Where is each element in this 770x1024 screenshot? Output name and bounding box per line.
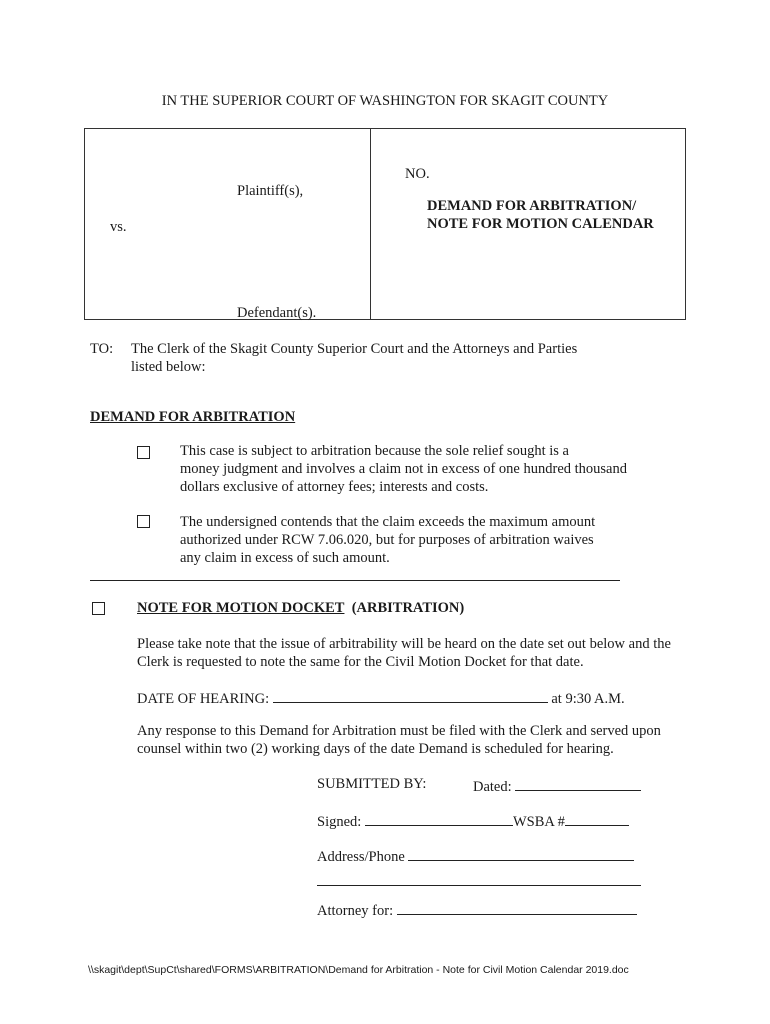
option1-line1: This case is subject to arbitration because the sole relief sought is a	[180, 443, 569, 459]
signed-label: Signed:	[317, 814, 362, 830]
document-title-line1: DEMAND FOR ARBITRATION/	[427, 198, 637, 214]
to-line1: The Clerk of the Skagit County Superior Court and the Attorneys and Parties	[131, 341, 578, 357]
note-para2-line2: counsel within two (2) working days of the date Demand is scheduled for hearing.	[137, 741, 614, 757]
hearing-date-field[interactable]	[273, 688, 548, 703]
dated-label: Dated:	[473, 779, 512, 795]
section-divider	[90, 580, 620, 581]
claim-exceeds-checkbox[interactable]	[137, 515, 150, 528]
note-for-motion-checkbox[interactable]	[92, 602, 105, 615]
note-para1-line2: Clerk is requested to note the same for the Civil Motion Docket for that date.	[137, 654, 584, 670]
option2-line2: authorized under RCW 7.06.020, but for purposes of arbitration waives	[180, 532, 594, 548]
hearing-date-line	[137, 688, 625, 708]
defendant-label: Defendant(s).	[237, 305, 317, 321]
note-heading	[137, 600, 464, 617]
attorney-for-label: Attorney for:	[317, 903, 394, 919]
case-number-label: NO.	[405, 166, 430, 182]
submitted-by-label: SUBMITTED BY:	[317, 776, 427, 792]
vs-label: vs.	[110, 219, 127, 235]
dated-line	[473, 776, 641, 796]
to-line2: listed below:	[131, 359, 206, 375]
footer-file-path: \\skagit\dept\SupCt\shared\FORMS\ARBITRATION\Demand for Arbitration - Note for Civil Motion Calendar 2019.doc	[88, 964, 629, 976]
court-title: IN THE SUPERIOR COURT OF WASHINGTON FOR SKAGIT COUNTY	[161, 93, 609, 109]
caption-divider	[370, 128, 371, 320]
hearing-date-label: DATE OF HEARING:	[137, 691, 270, 707]
signature-field[interactable]	[365, 811, 513, 826]
address-phone-label: Address/Phone	[317, 849, 405, 865]
note-heading-text: NOTE FOR MOTION DOCKET	[137, 600, 345, 616]
option2-line3: any claim in excess of such amount.	[180, 550, 390, 566]
wsba-label: WSBA #	[512, 814, 565, 830]
note-heading-suffix: (ARBITRATION)	[351, 600, 465, 616]
subject-to-arbitration-checkbox[interactable]	[137, 446, 150, 459]
address-phone-field[interactable]	[408, 846, 634, 861]
attorney-for-line	[317, 900, 637, 920]
demand-heading: DEMAND FOR ARBITRATION	[90, 409, 296, 425]
note-para1-line1: Please take note that the issue of arbitrability will be heard on the date set out below and the	[137, 636, 671, 652]
option2-line1: The undersigned contends that the claim exceeds the maximum amount	[180, 514, 596, 530]
note-para2-line1: Any response to this Demand for Arbitration must be filed with the Clerk and served upon	[137, 723, 661, 739]
plaintiff-label: Plaintiff(s),	[237, 183, 304, 199]
wsba-number-field[interactable]	[565, 811, 629, 826]
dated-field[interactable]	[515, 776, 641, 791]
address-line	[317, 846, 634, 866]
option1-line2: money judgment and involves a claim not in excess of one hundred thousand	[180, 461, 627, 477]
address-line-2-field[interactable]	[317, 885, 641, 886]
option1-line3: dollars exclusive of attorney fees; interests and costs.	[180, 479, 489, 495]
attorney-for-field[interactable]	[397, 900, 637, 915]
to-label: TO:	[90, 341, 114, 357]
hearing-time: at 9:30 A.M.	[551, 691, 625, 707]
document-title-line2: NOTE FOR MOTION CALENDAR	[427, 216, 654, 232]
signed-line	[317, 811, 629, 831]
